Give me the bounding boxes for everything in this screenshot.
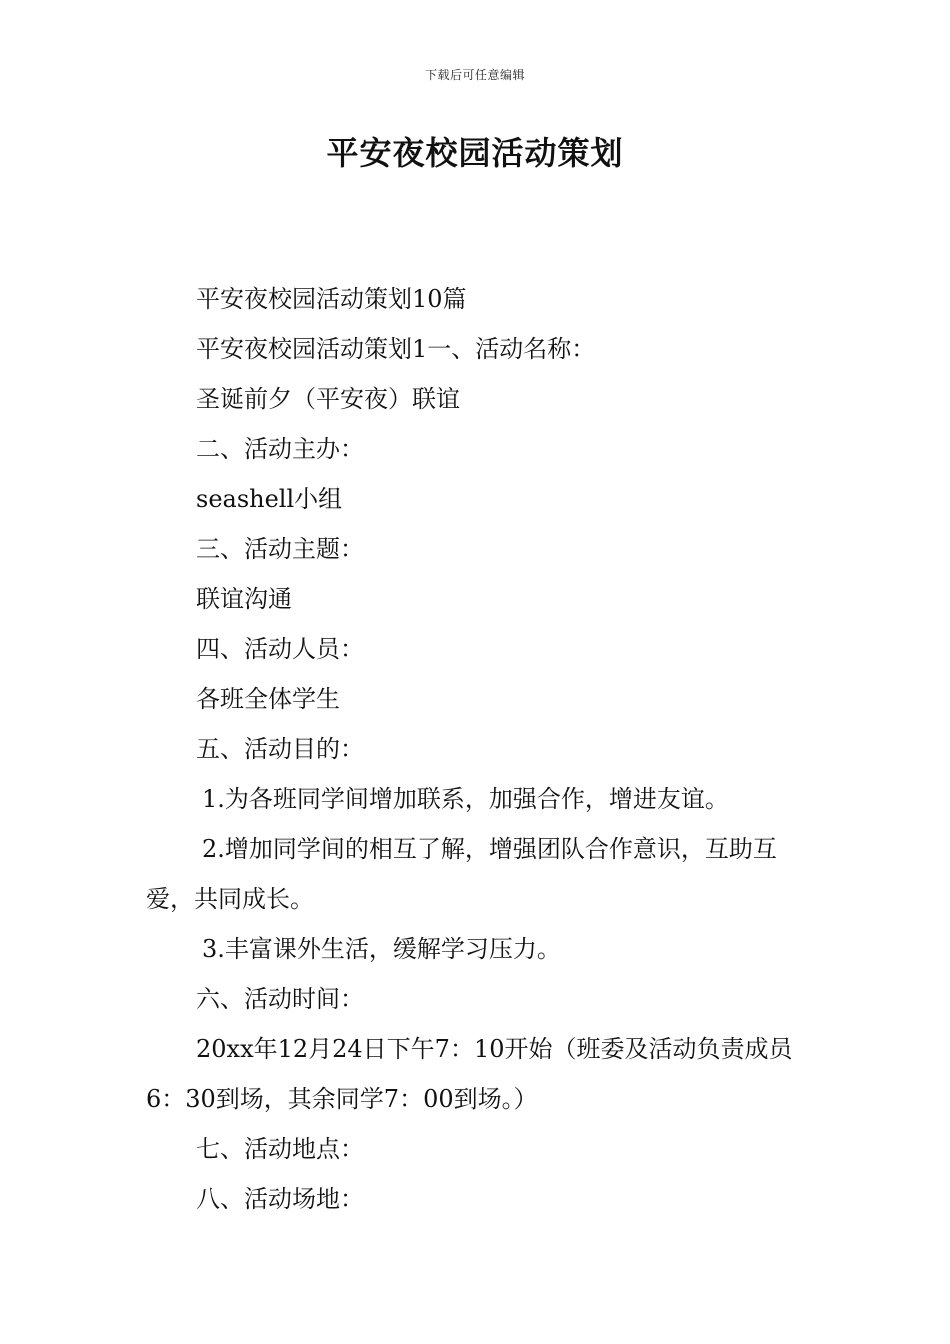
paragraph-section-4-participants: 四、活动人员： [196, 635, 364, 663]
paragraph-host-value: seashell小组 [196, 485, 343, 513]
paragraph-section-3-theme: 三、活动主题： [196, 535, 364, 563]
paragraph-section-5-purpose: 五、活动目的： [196, 735, 364, 763]
paragraph-purpose-1: 1.为各班同学间增加联系，加强合作，增进友谊。 [202, 785, 729, 813]
document-title: 平安夜校园活动策划 [326, 134, 624, 172]
paragraph-purpose-3: 3.丰富课外生活，缓解学习压力。 [202, 935, 561, 963]
paragraph-purpose-2: 2.增加同学间的相互了解，增强团队合作意识，互助互爱，共同成长。 [146, 835, 777, 913]
paragraph-participants-value: 各班全体学生 [196, 685, 340, 713]
paragraph-theme-value: 联谊沟通 [196, 585, 292, 613]
paragraph-time-value: 20xx年12月24日下午7：10开始（班委及活动负责成员6：30到场，其余同学7：00到场。） [146, 1035, 793, 1113]
paragraph-section-2-host: 二、活动主办： [196, 435, 364, 463]
paragraph-activity-name: 圣诞前夕（平安夜）联谊 [196, 385, 460, 413]
paragraph-section-6-time: 六、活动时间： [196, 985, 364, 1013]
header-note: 下载后可任意编辑 [424, 68, 525, 82]
document-body [146, 274, 811, 1224]
paragraph-section-7-location: 七、活动地点： [196, 1135, 364, 1163]
paragraph-collection-title: 平安夜校园活动策划10篇 [196, 285, 467, 313]
paragraph-section-1-name: 平安夜校园活动策划1一、活动名称： [196, 335, 596, 363]
paragraph-section-8-venue: 八、活动场地： [196, 1185, 364, 1213]
